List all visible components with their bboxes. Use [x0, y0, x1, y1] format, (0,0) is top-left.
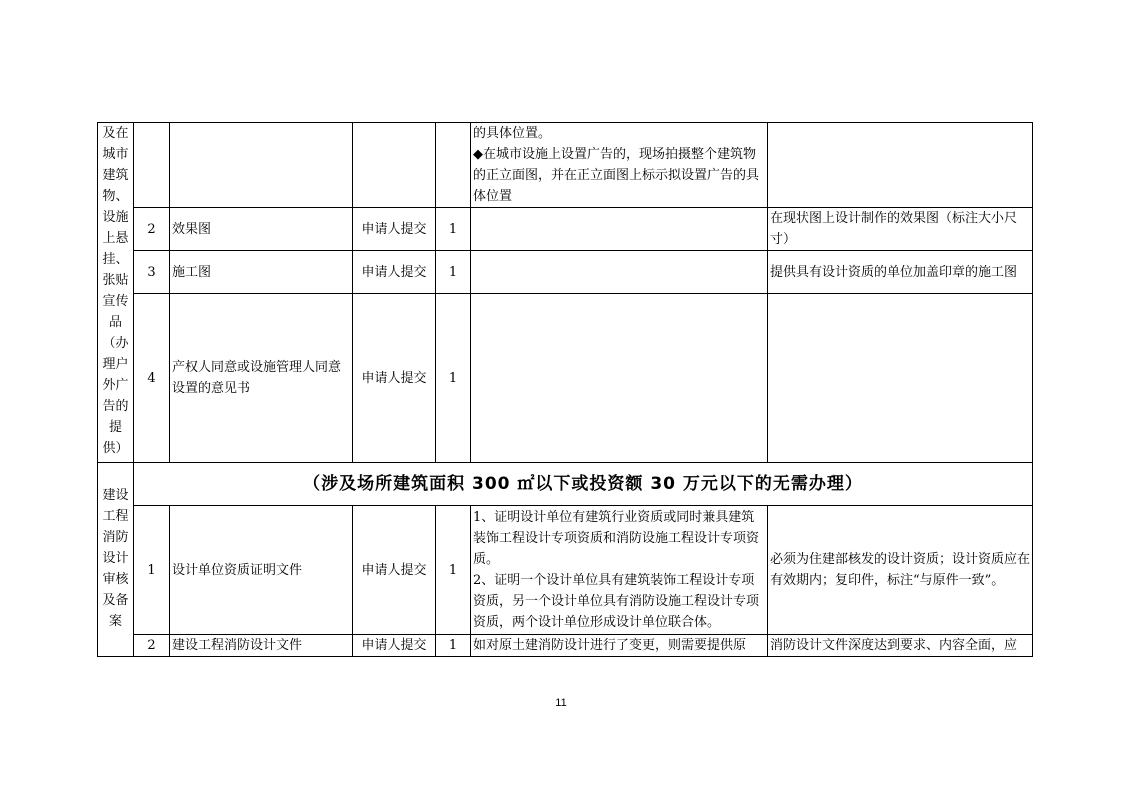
source-cell: 申请人提交: [353, 506, 436, 635]
quantity-cell: [436, 123, 471, 208]
note-cell: 必须为住建部核发的设计资质；设计资质应在有效期内；复印件，标注“与原件一致”。: [768, 506, 1033, 635]
note-cell: 在现状图上设计制作的效果图（标注大小尺寸）: [768, 208, 1033, 251]
requirement-cell: [471, 208, 768, 251]
requirement-cell: [471, 294, 768, 463]
note-cell: 消防设计文件深度达到要求、内容全面，应: [768, 635, 1033, 657]
item-name-cell: 设计单位资质证明文件: [170, 506, 353, 635]
source-cell: [353, 123, 436, 208]
item-number-cell: 3: [134, 251, 170, 294]
item-number-cell: 1: [134, 506, 170, 635]
item-name-cell: 施工图: [170, 251, 353, 294]
table-row: [98, 208, 1033, 251]
item-name-cell: 产权人同意或设施管理人同意设置的意见书: [170, 294, 353, 463]
source-cell: 申请人提交: [353, 294, 436, 463]
item-number-cell: 2: [134, 208, 170, 251]
table-row: [98, 294, 1033, 463]
table-row: [98, 251, 1033, 294]
section-header-row: [98, 463, 1033, 506]
category-cell: 建设 工程 消防 设计 审核 及备 案: [98, 463, 134, 657]
quantity-cell: 1: [436, 294, 471, 463]
item-name-cell: [170, 123, 353, 208]
requirement-cell: 1、证明设计单位有建筑行业资质或同时兼具建筑装饰工程设计专项资质和消防设施工程设计专项资质。 2、证明一个设计单位具有建筑装饰工程设计专项资质，另一个设计单位具有消防设施工程设计专项资质，两个设计单位形成设计单位联合体。: [471, 506, 768, 635]
requirement-cell: [471, 251, 768, 294]
note-cell: [768, 294, 1033, 463]
quantity-cell: 1: [436, 208, 471, 251]
item-name-cell: 建设工程消防设计文件: [170, 635, 353, 657]
note-cell: [768, 123, 1033, 208]
requirement-cell: 的具体位置。 ◆在城市设施上设置广告的，现场拍摄整个建筑物的正立面图，并在正立面图上标示拟设置广告的具体位置: [471, 123, 768, 208]
item-number-cell: [134, 123, 170, 208]
quantity-cell: 1: [436, 506, 471, 635]
requirements-table: [97, 122, 1033, 657]
source-cell: 申请人提交: [353, 208, 436, 251]
item-number-cell: 2: [134, 635, 170, 657]
table-row: [98, 635, 1033, 657]
quantity-cell: 1: [436, 635, 471, 657]
table-row: [98, 123, 1033, 208]
source-cell: 申请人提交: [353, 635, 436, 657]
page-number: 11: [555, 697, 567, 709]
requirement-cell: 如对原土建消防设计进行了变更，则需要提供原: [471, 635, 768, 657]
note-cell: 提供具有设计资质的单位加盖印章的施工图: [768, 251, 1033, 294]
quantity-cell: 1: [436, 251, 471, 294]
category-cell: 及在 城市 建筑 物、 设施 上悬 挂、 张贴 宣传 品 （办 理户 外广 告的 提 供）: [98, 123, 134, 463]
table-row: [98, 506, 1033, 635]
item-number-cell: 4: [134, 294, 170, 463]
item-name-cell: 效果图: [170, 208, 353, 251]
section-header: （涉及场所建筑面积 300 ㎡以下或投资额 30 万元以下的无需办理）: [134, 463, 1033, 506]
source-cell: 申请人提交: [353, 251, 436, 294]
